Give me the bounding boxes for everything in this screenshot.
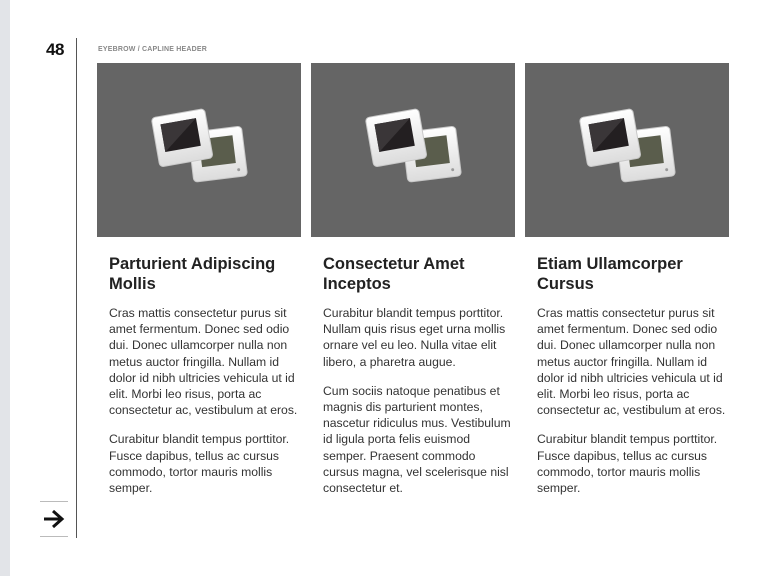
nav-divider-bottom xyxy=(40,536,68,537)
page-number: 48 xyxy=(46,40,64,59)
nav-divider-top xyxy=(40,501,68,502)
content-card xyxy=(311,63,515,496)
card-body xyxy=(537,305,727,496)
eyebrow-header: EYEBROW / CAPLINE HEADER xyxy=(98,46,208,53)
card-body xyxy=(323,305,513,496)
photo-slides-icon xyxy=(149,107,249,193)
photo-slides-icon xyxy=(363,107,463,193)
content-card xyxy=(525,63,729,496)
vertical-divider xyxy=(76,38,77,538)
card-title: Parturient Adipiscing Mollis xyxy=(109,255,276,293)
content-card xyxy=(97,63,301,496)
card-image xyxy=(311,63,515,237)
card-paragraph: Cum sociis natoque penatibus et magnis dis parturient montes, nascetur ridiculus mus. Vestibulum id ligula porta felis euismod semper. Praesent commodo cursus magna, vel scelerisque nisl consectetur et. xyxy=(323,383,511,496)
card-paragraph: Curabitur blandit tempus porttitor. Nullam quis risus eget urna mollis ornare vel eu leo. Nulla vitae elit libero, a pharetra augue. xyxy=(323,306,506,369)
card-paragraph: Cras mattis consectetur purus sit amet fermentum. Donec sed odio dui. Donec ullamcorper nulla non metus auctor fringilla. Nullam id dolor id nibh ultricies vehicula ut id elit. Morbi leo risus, porta ac consectetur ac, vestibulum at eros. xyxy=(109,306,298,418)
card-body xyxy=(109,305,299,496)
card-image xyxy=(97,63,301,237)
card-title: Etiam Ullamcorper Cursus xyxy=(537,255,683,293)
card-paragraph: Curabitur blandit tempus porttitor. Fusce dapibus, tellus ac cursus commodo, tortor mauris mollis semper. xyxy=(537,432,718,496)
card-paragraph: Cras mattis consectetur purus sit amet fermentum. Donec sed odio dui. Donec ullamcorper nulla non metus auctor fringilla. Nullam id dolor id nibh ultricies vehicula ut id elit. Morbi leo risus, porta ac consectetur ac, vestibulum at eros. xyxy=(537,306,726,418)
left-edge-strip xyxy=(0,0,10,576)
card-title: Consectetur Amet Inceptos xyxy=(323,255,465,293)
card-image xyxy=(525,63,729,237)
photo-slides-icon xyxy=(577,107,677,193)
arrow-right-icon[interactable] xyxy=(42,508,66,530)
card-paragraph: Curabitur blandit tempus porttitor. Fusce dapibus, tellus ac cursus commodo, tortor mauris mollis semper. xyxy=(109,432,290,496)
